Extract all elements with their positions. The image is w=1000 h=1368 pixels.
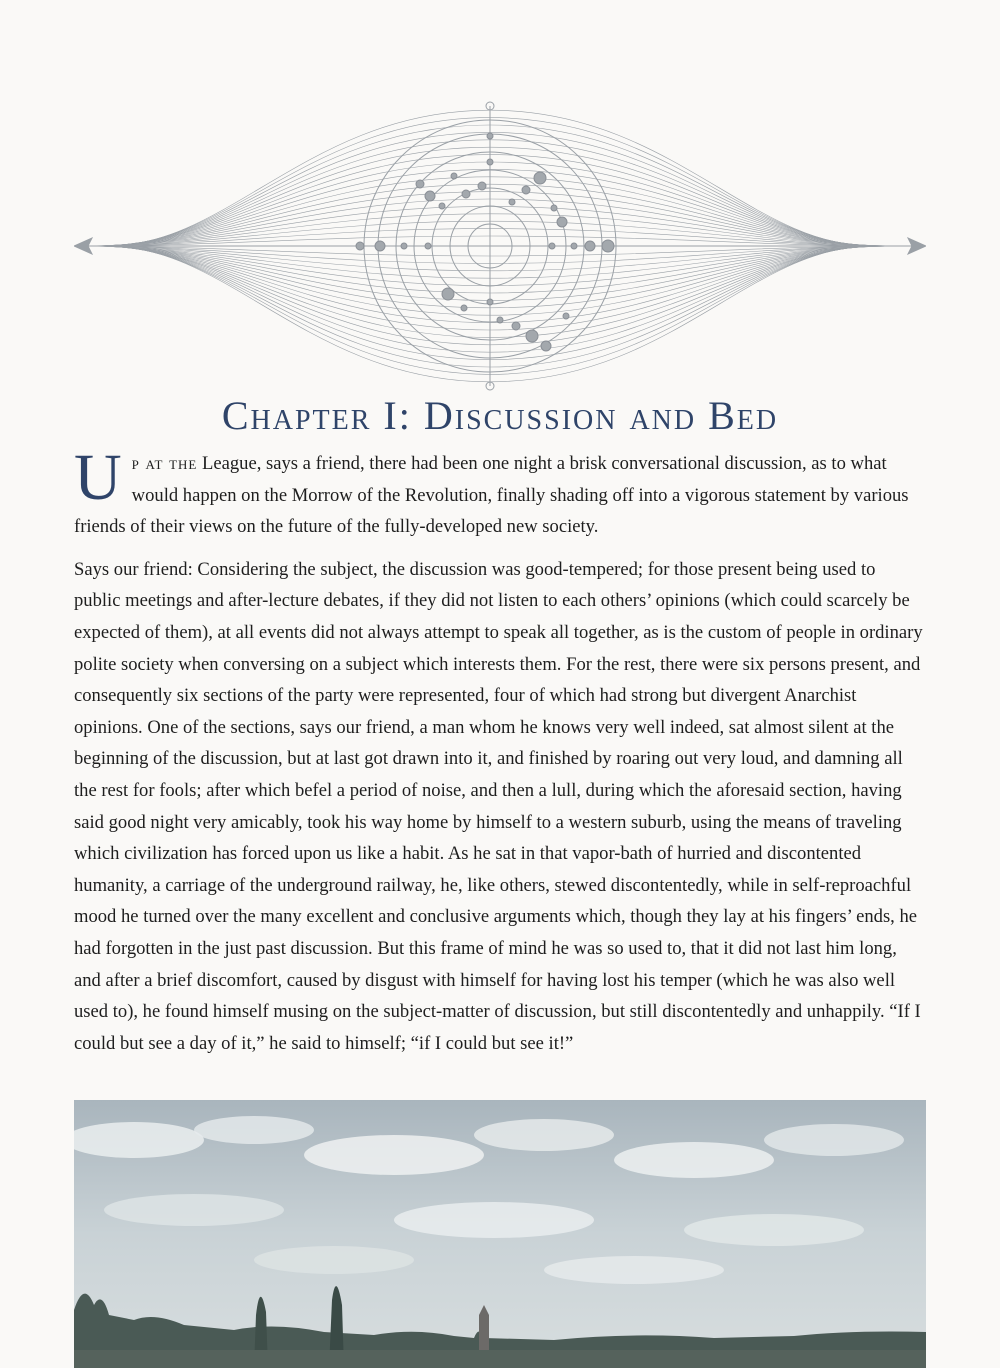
paragraph-2: Says our friend: Considering the subject, the discussion was good-tempered; for those present being used to public meetings and after-lecture debates, if they did not listen to each others’ opinions (which could scarcely be expected of them), at all events did not always attempt to speak all together, as is the custom of people in ordinary polite society when conversing on a subject which interests them. For the rest, there were six persons present, and consequently six sections of the party were represented, four of which had strong but divergent Anarchist opinions. One of the sections, says our friend, a man whom he knows very well indeed, sat almost silent at the beginning of the discussion, but at last got drawn into it, and finished by roaring out very loud, and damning all the rest for fools; after which befel a period of noise, and then a lull, during which the aforesaid section, having said good night very amicably, took his way home by himself to a western suburb, using the means of traveling which civilization has forced upon us like a habit. As he sat in that vapor-bath of hurried and discontented humanity, a carriage of the underground railway, he, like others, stewed discontentedly, while in self-reproachful mood he turned over the many excellent and conclusive arguments which, though they lay at his fingers’ ends, he had forgotten in the just past discussion. But this frame of mind he was so used to, that it did not last him long, and after a brief discomfort, caused by disgust with himself for having lost his temper (which he was also well used to), he found himself musing on the subject-matter of discussion, but still discontentedly and unhappily. “If I could but see a day of it,” he said to himself; “if I could but see it!” bbox=[74, 558, 923, 1054]
paragraph-1 bbox=[74, 441, 926, 543]
chapter-body bbox=[74, 441, 926, 1070]
lead-in-smallcaps: p at the bbox=[131, 453, 198, 474]
chapter-title: Chapter I: Discussion and Bed bbox=[221, 393, 779, 438]
paragraph-text: League, says a friend, there had been one night a brisk conversational discussion, as to what would happen on the Morrow of the Revolution, finally shading off into a vigorous statement by various friends of their views on the future of the fully-developed new society. bbox=[74, 453, 909, 538]
drop-cap: U bbox=[74, 441, 122, 514]
celestial-ornament bbox=[74, 98, 926, 394]
landscape-painting bbox=[74, 1100, 926, 1368]
